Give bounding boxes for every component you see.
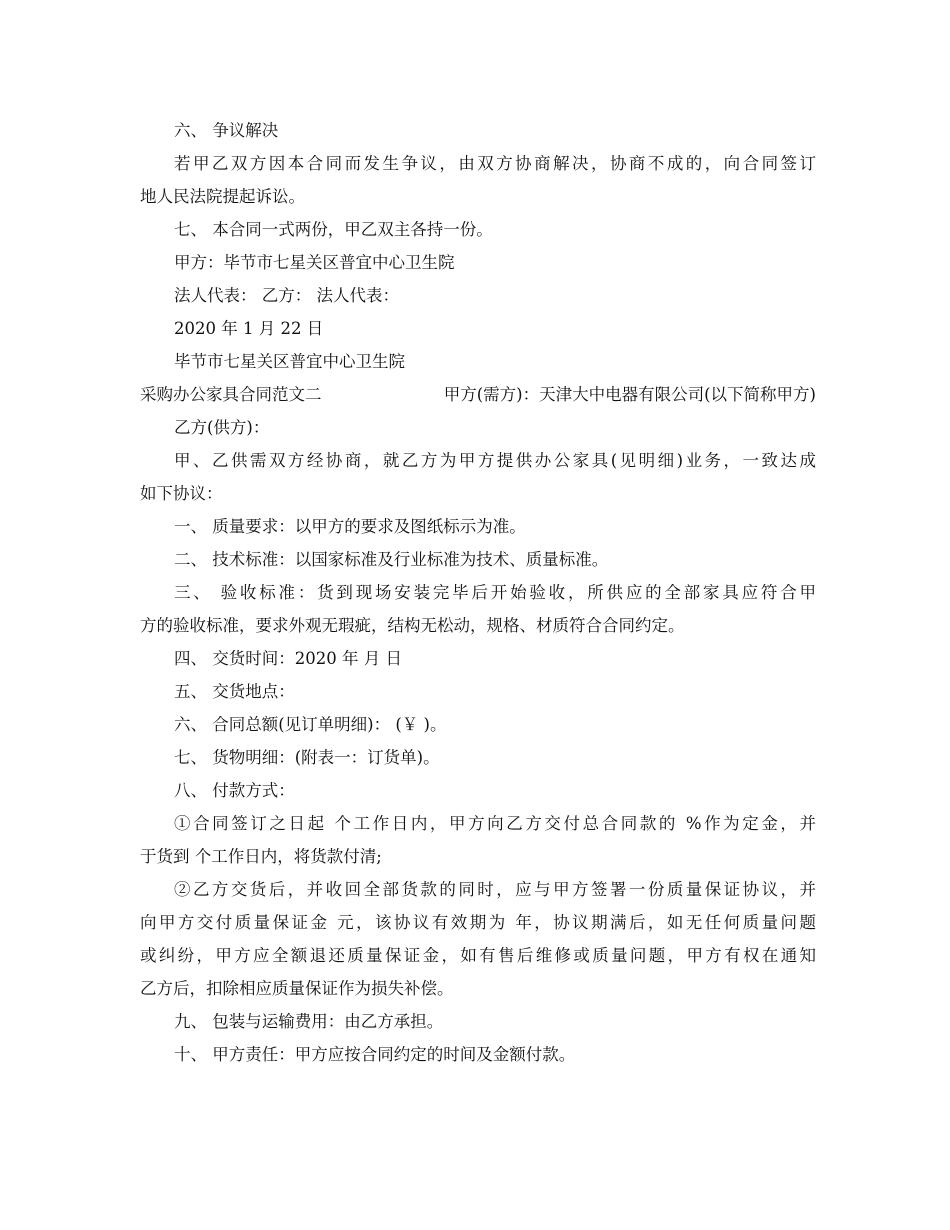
payment-item-2: ②乙方交货后，并收回全部货款的同时，应与甲方签署一份质量保证协议，并 bbox=[174, 880, 816, 899]
section-6-heading: 六、 争议解决 bbox=[174, 121, 279, 140]
payment-item-2-continued: 或纠纷，甲方应全额退还质量保证金，如有售后维修或质量问题，甲方有权在通知 bbox=[140, 946, 816, 965]
paragraph-line: 如下协议： bbox=[140, 484, 223, 503]
party-a-line: 甲方：毕节市七星关区普宜中心卫生院 bbox=[174, 253, 455, 272]
clause-6: 六、 合同总额(见订单明细)： (￥ )。 bbox=[174, 715, 447, 734]
clause-1: 一、 质量要求：以甲方的要求及图纸标示为准。 bbox=[174, 517, 526, 536]
clause-2: 二、 技术标准：以国家标准及行业标准为技术、质量标准。 bbox=[174, 550, 609, 569]
contract-two-title-line bbox=[140, 383, 816, 407]
clause-3-continued: 方的验收标准，要求外观无瑕疵，结构无松动，规格、材质符合合同约定。 bbox=[140, 616, 685, 635]
clause-8: 八、 付款方式： bbox=[174, 781, 295, 800]
clause-7: 七、 货物明细：(附表一：订货单)。 bbox=[174, 748, 440, 767]
supplier-line: 乙方(供方)： bbox=[174, 418, 270, 437]
paragraph-line: 甲、乙供需双方经协商，就乙方为甲方提供办公家具(见明细)业务，一致达成 bbox=[174, 451, 816, 470]
signature-org-line: 毕节市七星关区普宜中心卫生院 bbox=[174, 352, 405, 371]
representatives-line: 法人代表： 乙方： 法人代表： bbox=[174, 286, 399, 305]
paragraph-line: 若甲乙双方因本合同而发生争议，由双方协商解决，协商不成的，向合同签订 bbox=[174, 154, 816, 173]
buyer-line: 甲方(需方)：天津大中电器有限公司(以下简称甲方) bbox=[443, 385, 816, 404]
clause-10: 十、 甲方责任：甲方应按合同约定的时间及金额付款。 bbox=[174, 1045, 576, 1064]
payment-item-1: ①合同签订之日起 个工作日内，甲方向乙方交付总合同款的 %作为定金，并 bbox=[174, 814, 816, 833]
payment-item-1-continued: 于货到 个工作日内，将货款付清; bbox=[140, 847, 382, 866]
paragraph-line: 地人民法院提起诉讼。 bbox=[140, 187, 305, 206]
payment-item-2-continued: 乙方后，扣除相应质量保证作为损失补偿。 bbox=[140, 979, 454, 998]
clause-5: 五、 交货地点： bbox=[174, 682, 295, 701]
clause-3: 三、 验收标准：货到现场安装完毕后开始验收，所供应的全部家具应符合甲 bbox=[174, 583, 816, 602]
contract-two-title: 采购办公家具合同范文二 bbox=[140, 385, 322, 404]
payment-item-2-continued: 向甲方交付质量保证金 元，该协议有效期为 年，协议期满后，如无任何质量问题 bbox=[140, 913, 816, 932]
clause-4: 四、 交货时间：2020 年 月 日 bbox=[174, 649, 402, 668]
clause-9: 九、 包装与运输费用：由乙方承担。 bbox=[174, 1012, 444, 1031]
date-line: 2020 年 1 月 22 日 bbox=[174, 319, 324, 338]
section-7-line: 七、 本合同一式两份，甲乙双主各持一份。 bbox=[174, 220, 493, 239]
